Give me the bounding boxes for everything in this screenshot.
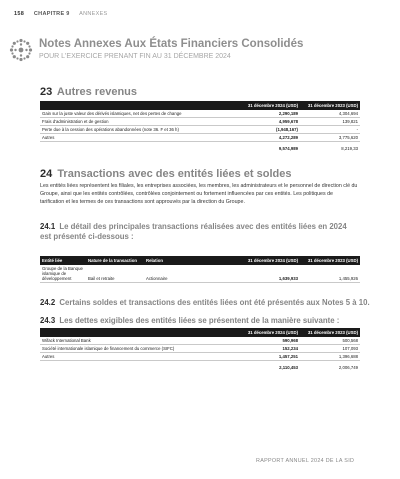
note-24-number: 24	[40, 168, 53, 180]
page-subtitle: POUR L'EXERCICE PRENANT FIN AU 31 DÉCEMBRE 2024	[39, 53, 231, 60]
note-24-1-number: 24.1	[40, 222, 56, 231]
row-label: Société internationale islamique de financement du commerce (SIFC)	[40, 345, 240, 353]
col-2024: 31 décembre 2024 (USD)	[240, 328, 300, 337]
row-value-2024: 1,457,251	[240, 353, 300, 361]
row-value-2023: -	[300, 126, 360, 134]
row-label: Autres	[40, 353, 240, 361]
note-24-heading	[40, 168, 291, 180]
col-nature: Nature de la transaction	[86, 256, 144, 265]
row-value-2023: 3,775,620	[300, 134, 360, 142]
page-header	[14, 11, 108, 17]
row-entity: Groupe de la Banque islamique de développement	[40, 265, 86, 283]
table-total-row	[40, 142, 360, 153]
note-23-number: 23	[40, 86, 53, 98]
table-row	[40, 353, 360, 361]
row-value-2023: 1,455,926	[300, 265, 360, 283]
table-header-row	[40, 328, 360, 337]
section-label: ANNEXES	[79, 11, 108, 17]
note-24-2-number: 24.2	[40, 298, 56, 307]
note-24-3-title: Les dettes exigibles des entités liées se présentent de la manière suivante :	[59, 316, 340, 325]
row-value-2023: 139,821	[300, 118, 360, 126]
note-24-1-heading	[40, 222, 360, 241]
row-label: Autres	[40, 134, 240, 142]
row-relation: Actionnaire	[144, 265, 240, 283]
page-number: 158	[14, 11, 25, 17]
page-title: Notes Annexes Aux États Financiers Consolidés	[39, 38, 304, 50]
row-label: Frais d'administration et de gestion	[40, 118, 240, 126]
row-label: Perte due à la cession des opérations abandonnées (note 36. F et 36 h)	[40, 126, 240, 134]
col-2024: 31 décembre 2024 (USD)	[240, 256, 300, 265]
total-2024: 2,110,453	[240, 361, 300, 372]
table-header-row	[40, 256, 360, 265]
note-24-2-heading	[40, 298, 370, 308]
note-24-1-title: Le détail des principales transactions réalisées avec des entités liées en 2024 est présenté ci-dessous :	[40, 222, 347, 241]
table-row	[40, 265, 360, 283]
total-label	[40, 361, 240, 372]
table-header-blank	[40, 328, 240, 337]
row-label: Gain sur la juste valeur des dérivés islamiques, net des pertes de change	[40, 110, 240, 118]
row-value-2024: 4,272,289	[240, 134, 300, 142]
row-value-2024: 4,959,678	[240, 118, 300, 126]
col-relation: Relation	[144, 256, 240, 265]
table-header-row	[40, 101, 360, 110]
table-total-row	[40, 361, 360, 372]
col-2023: 31 décembre 2023 (USD)	[300, 101, 360, 110]
col-2024: 31 décembre 2024 (USD)	[240, 101, 300, 110]
total-2024: 9,574,989	[240, 142, 300, 153]
note-23-heading	[40, 86, 137, 98]
note-24-paragraph: Les entités liées représentent les filiales, les entreprises associées, les membres, les administrateurs et le personnel de direction clé du Groupe, ainsi que les entités contrôlées, contrôlées conjointement ou fortement influencées par ces entités. Les politiques de tarification et les termes de ces transactions sont approuvés par la direction du Groupe.	[40, 183, 358, 205]
total-label	[40, 142, 240, 153]
related-party-transactions-table	[40, 256, 360, 283]
table-row	[40, 134, 360, 142]
total-2023: 2,006,749	[300, 361, 360, 372]
note-24-3-heading	[40, 316, 370, 326]
row-value-2023: 1,396,688	[300, 353, 360, 361]
table-row	[40, 126, 360, 134]
note-24-3-number: 24.3	[40, 316, 56, 325]
note-24-2-title: Certains soldes et transactions des entités liées ont été présentés aux Notes 5 à 10.	[59, 298, 370, 307]
isdb-logo-icon	[9, 38, 33, 62]
col-entity: Entité liée	[40, 256, 86, 265]
row-nature: Bail et retraite	[86, 265, 144, 283]
chapter-label: CHAPITRE 9	[33, 11, 70, 17]
note-23-title: Autres revenus	[56, 86, 137, 98]
note-24-title: Transactions avec des entités liées et soldes	[57, 168, 292, 180]
table-row	[40, 118, 360, 126]
row-label: Wifack International Bank	[40, 337, 240, 345]
page-footer: RAPPORT ANNUEL 2024 DE LA SID	[256, 458, 355, 464]
table-header-blank	[40, 101, 240, 110]
total-2023: 8,219,33	[300, 142, 360, 153]
row-value-2023: 107,093	[300, 345, 360, 353]
row-value-2023: 4,304,694	[300, 110, 360, 118]
row-value-2024: 590,968	[240, 337, 300, 345]
table-row	[40, 110, 360, 118]
related-party-payables-table	[40, 328, 360, 371]
row-value-2024: (1,948,167)	[240, 126, 300, 134]
table-row	[40, 337, 360, 345]
row-value-2024: 2,290,189	[240, 110, 300, 118]
col-2023: 31 décembre 2023 (USD)	[300, 328, 360, 337]
table-row	[40, 345, 360, 353]
other-revenue-table	[40, 101, 360, 152]
row-value-2024: 1,639,933	[240, 265, 300, 283]
row-value-2023: 500,568	[300, 337, 360, 345]
row-value-2024: 152,234	[240, 345, 300, 353]
col-2023: 31 décembre 2023 (USD)	[300, 256, 360, 265]
